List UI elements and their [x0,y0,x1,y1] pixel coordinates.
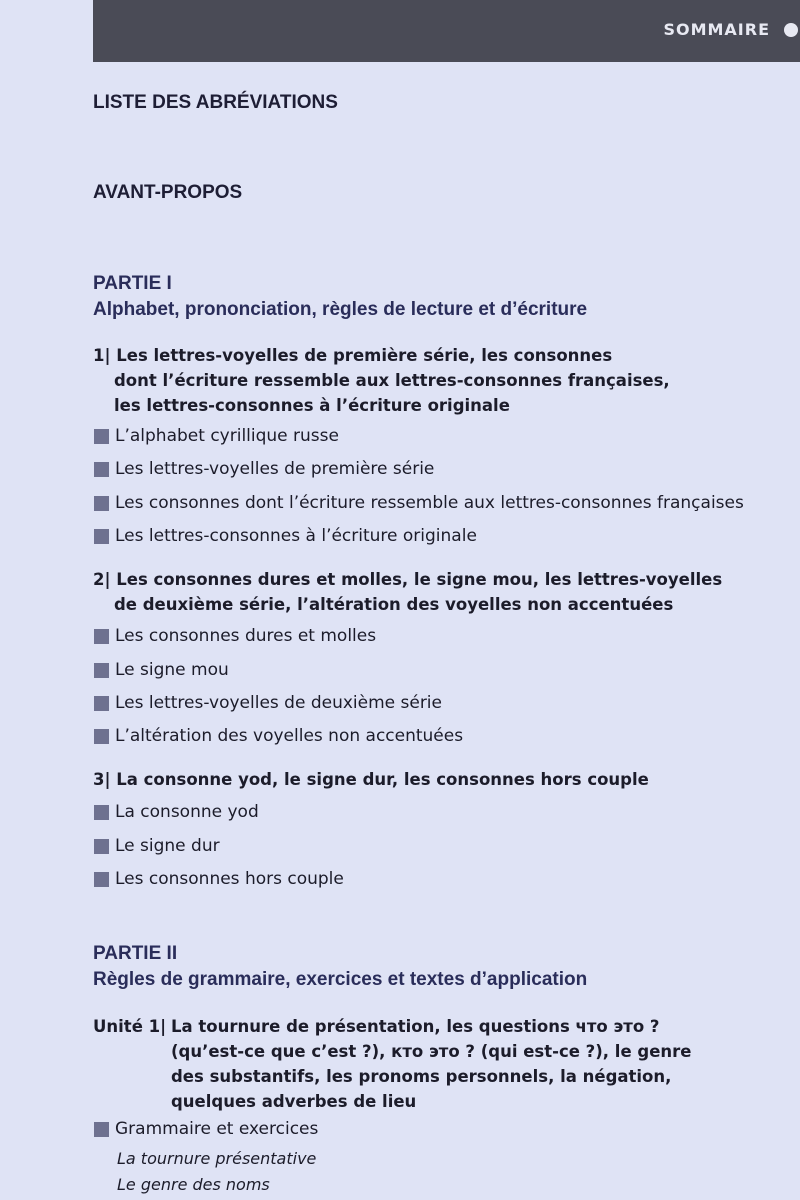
square-bullet-icon [94,496,109,511]
list-item-label: Les lettres-consonnes à l’écriture originale [115,526,477,546]
square-bullet-icon [94,839,109,854]
list-item-label: Les consonnes hors couple [115,869,344,889]
square-bullet-icon [94,529,109,544]
square-bullet-icon [94,462,109,477]
foreword-heading[interactable]: AVANT-PROPOS [93,182,243,203]
list-item-label: Les consonnes dont l’écriture ressemble aux lettres-consonnes françaises [115,493,744,513]
square-bullet-icon [94,1122,109,1137]
list-item[interactable] [93,426,339,446]
list-item-label: Les lettres-voyelles de deuxième série [115,693,442,713]
list-item[interactable] [93,726,463,746]
list-item-label: L’alphabet cyrillique russe [115,426,339,446]
square-bullet-icon [94,805,109,820]
list-item[interactable] [93,693,442,713]
sub-item[interactable]: Le genre des noms [117,1175,270,1194]
unit-1-lines [171,1014,691,1114]
list-item-label: Les consonnes dures et molles [115,626,377,646]
list-item[interactable] [93,1119,318,1139]
unit-1-number: Unité 1| [93,1017,167,1036]
chapter-2-line: 2| Les consonnes dures et molles, le signe mou, les lettres-voyelles [93,570,723,589]
chapter-3-line: 3| La consonne yod, le signe dur, les consonnes hors couple [93,770,649,789]
list-item-label: La consonne yod [115,802,259,822]
chapter-1-line: 1| Les lettres-voyelles de première série, les consonnes [93,346,613,365]
chapter-3-title[interactable] [93,767,649,792]
square-bullet-icon [94,872,109,887]
unit-1-line: des substantifs, les pronoms personnels, la négation, [171,1067,672,1086]
chapter-1-line: les lettres-consonnes à l’écriture originale [114,396,510,415]
unit-1-line: (qu’est-ce que c’est ?), кто это ? (qui est-ce ?), le genre [171,1042,692,1061]
abbreviations-heading[interactable]: LISTE DES ABRÉVIATIONS [93,92,338,113]
unit-1-title[interactable] [93,1014,793,1119]
list-item[interactable] [93,660,229,680]
header-bar [93,0,800,62]
list-item-label: Grammaire et exercices [115,1119,319,1139]
square-bullet-icon [94,696,109,711]
list-item[interactable] [93,836,220,856]
list-item[interactable] [93,626,376,646]
square-bullet-icon [94,629,109,644]
list-item-label: L’altération des voyelles non accentuées [115,726,464,746]
unit-1-line: quelques adverbes de lieu [171,1092,417,1111]
header-label: SOMMAIRE [663,20,770,39]
part2-title[interactable]: Règles de grammaire, exercices et textes d’application [93,969,588,990]
list-item-label: Le signe dur [115,836,220,856]
part2-label: PARTIE II [93,943,178,964]
chapter-2-line: de deuxième série, l’altération des voyelles non accentuées [114,595,674,614]
list-item-label: Le signe mou [115,660,229,680]
list-item[interactable] [93,869,344,889]
unit-1-line: La tournure de présentation, les questions что это ? [171,1017,660,1036]
square-bullet-icon [94,663,109,678]
list-item[interactable] [93,459,434,479]
part1-label: PARTIE I [93,273,172,294]
part1-title[interactable]: Alphabet, prononciation, règles de lecture et d’écriture [93,299,588,320]
chapter-1-line: dont l’écriture ressemble aux lettres-consonnes françaises, [114,371,670,390]
chapter-2-title[interactable] [93,567,722,617]
square-bullet-icon [94,729,109,744]
square-bullet-icon [94,429,109,444]
chapter-1-title[interactable] [93,343,670,418]
list-item[interactable] [93,493,744,513]
bullet-dot-icon [784,23,798,37]
sub-item[interactable]: La tournure présentative [117,1149,317,1168]
list-item[interactable] [93,526,477,546]
list-item-label: Les lettres-voyelles de première série [115,459,435,479]
list-item[interactable] [93,802,259,822]
